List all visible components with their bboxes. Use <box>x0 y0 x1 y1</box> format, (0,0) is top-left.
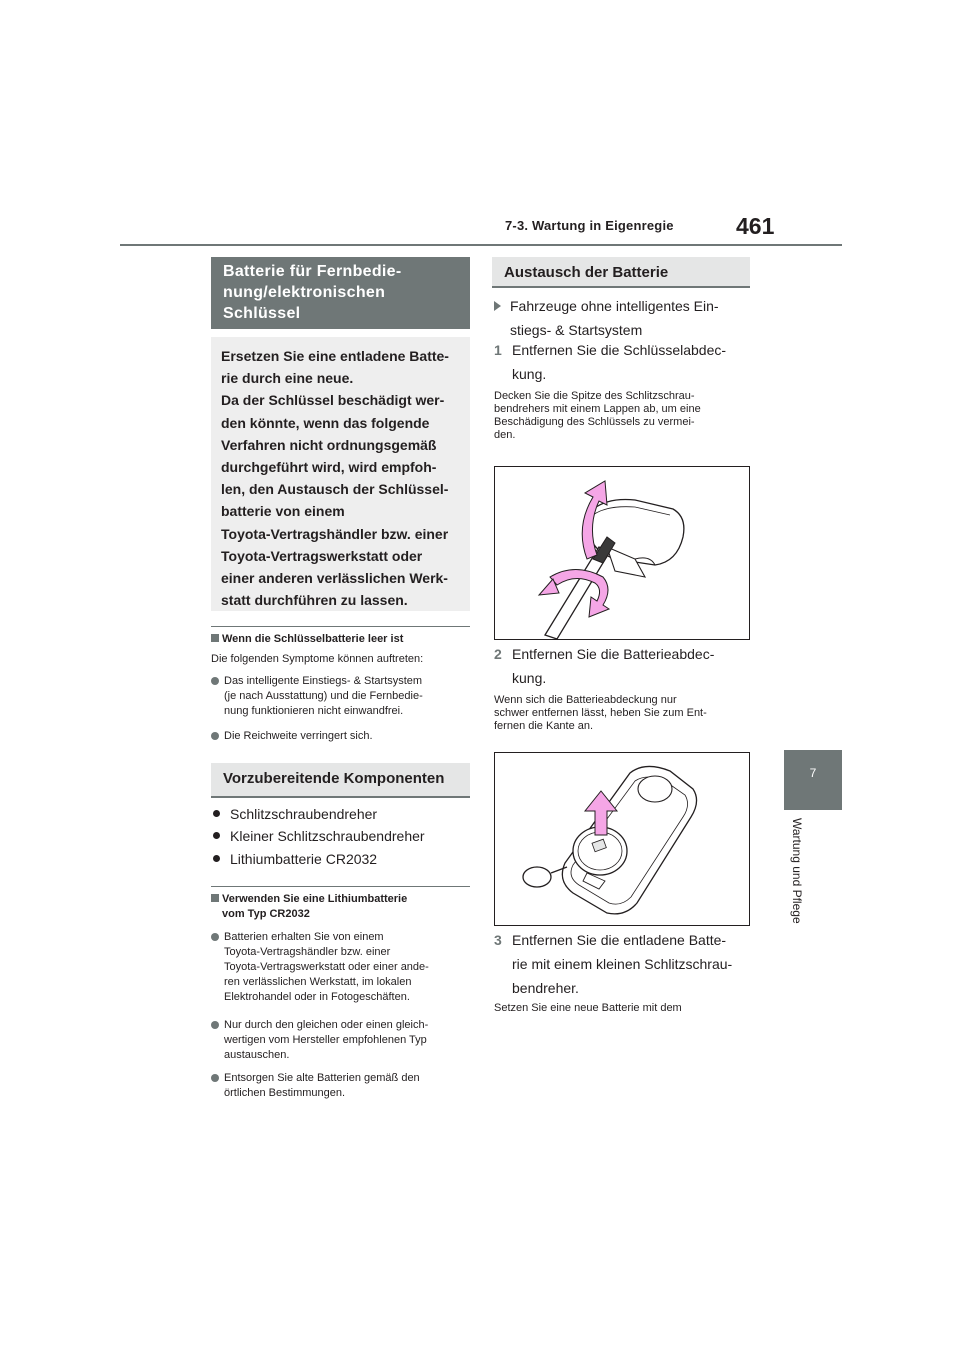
list-item: Kleiner Schlitzschraubendreher <box>213 828 425 844</box>
step-text-line: rie mit einem kleinen Schlitzschrau- <box>512 956 733 972</box>
square-bullet-icon <box>211 634 219 642</box>
intro-line: den könnte, wenn das folgende <box>221 414 430 431</box>
list-item-line: Die Reichweite verringert sich. <box>224 730 373 742</box>
list-item-line: Batterien erhalten Sie von einem <box>224 931 384 943</box>
list-item-line: ren verlässlichen Werkstatt, im lokalen <box>224 976 412 988</box>
bullet-dot-icon <box>211 677 219 685</box>
step-text-line: Entfernen Sie die entladene Batte- <box>512 932 727 948</box>
step-note-line: Wenn sich die Batterieabdeckung nur <box>494 694 677 706</box>
section-title-line: nung/elektronischen <box>223 284 386 301</box>
step-number: 1 <box>494 342 502 358</box>
note-rule <box>211 886 470 887</box>
step-note-line: bendrehers mit einem Lappen ab, um eine <box>494 403 701 415</box>
intro-line: batterie von einem <box>221 503 345 520</box>
section-title-line: Batterie für Fernbedie- <box>223 263 402 280</box>
step-note-line: fernen die Kante an. <box>494 720 594 732</box>
vehicle-type <box>494 294 719 342</box>
bullet-dot-icon <box>211 1021 219 1029</box>
note-text: Die folgenden Symptome können auftreten: <box>211 653 424 665</box>
note-heading-text: vom Typ CR2032 <box>222 908 310 920</box>
figure-remove-key-cover <box>494 466 750 640</box>
step-text-line: kung. <box>512 670 547 686</box>
step-text-line: Entfernen Sie die Batterieabdec- <box>512 646 715 662</box>
list-item-line: Entsorgen Sie alte Batterien gemäß den <box>224 1072 420 1084</box>
step-note <box>494 1002 682 1015</box>
bullet-dot-icon <box>211 933 219 941</box>
intro-line: einer anderen verlässlichen Werk- <box>221 570 448 587</box>
list-item <box>211 729 471 744</box>
intro-line: Da der Schlüssel beschädigt wer- <box>221 392 445 409</box>
intro-line: len, den Austausch der Schlüssel- <box>221 481 449 498</box>
step-number: 2 <box>494 646 502 662</box>
section-title-components: Vorzubereitende Komponenten <box>211 763 470 798</box>
step-note-line: Setzen Sie eine neue Batterie mit dem <box>494 1002 682 1014</box>
header-rule <box>120 244 842 246</box>
chapter-title: 7-3. Wartung in Eigenregie <box>505 218 674 233</box>
arrow-bullet-icon <box>494 301 501 311</box>
step-note <box>494 694 707 733</box>
chapter-tab-caption: Wartung und Pflege <box>790 818 804 924</box>
list-item-line: (je nach Ausstattung) und die Fernbedie- <box>224 690 423 702</box>
section-title-line: Schlüssel <box>223 305 301 322</box>
step-note-line: den. <box>494 429 516 441</box>
list-item-line: Toyota-Vertragswerkstatt oder einer ande- <box>224 961 429 973</box>
chapter-tab <box>784 750 842 810</box>
intro-line: durchgeführt wird, wird empfoh- <box>221 459 437 476</box>
note-heading-text: Verwenden Sie eine Lithiumbatterie <box>222 893 408 905</box>
intro-line: Toyota-Vertragswerkstatt oder <box>221 547 423 564</box>
list-item-line: Nur durch den gleichen oder einen gleich- <box>224 1019 429 1031</box>
list-item-line: nung funktionieren nicht einwandfrei. <box>224 705 404 717</box>
list-item-line: wertigen vom Hersteller empfohlenen Typ <box>224 1034 427 1046</box>
step-note-line: Decken Sie die Spitze des Schlitzschrau- <box>494 390 695 402</box>
list-item-line: austauschen. <box>224 1049 290 1061</box>
intro-line: Toyota-Vertragshändler bzw. einer <box>221 525 449 542</box>
list-item-line: Toyota-Vertragshändler bzw. einer <box>224 946 391 958</box>
intro-box <box>211 337 470 611</box>
list-item-line: örtlichen Bestimmungen. <box>224 1087 346 1099</box>
step-1 <box>494 338 726 386</box>
list-item: Schlitzschraubendreher <box>213 806 377 822</box>
step-3 <box>494 928 732 1000</box>
note-heading-text: Wenn die Schlüsselbatterie leer ist <box>222 633 404 645</box>
vehicle-type-line: Fahrzeuge ohne intelligentes Ein- <box>510 298 719 314</box>
list-item: Lithiumbatterie CR2032 <box>213 851 377 867</box>
bullet-dot-icon <box>211 732 219 740</box>
note-heading <box>211 892 470 922</box>
list-item <box>211 930 471 1005</box>
intro-line: statt durchführen zu lassen. <box>221 592 408 609</box>
key-cover-illustration <box>495 467 749 639</box>
list-item-line: Das intelligente Einstiegs- & Startsystem <box>224 675 423 687</box>
figure-remove-battery-cover <box>494 752 750 926</box>
step-text-line: kung. <box>512 366 547 382</box>
step-number: 3 <box>494 932 502 948</box>
square-bullet-icon <box>211 894 219 902</box>
section-title-replacement: Austausch der Batterie <box>492 257 750 288</box>
step-text-line: Entfernen Sie die Schlüsselabdec- <box>512 342 727 358</box>
step-note <box>494 390 701 442</box>
bullet-dot-icon <box>211 1074 219 1082</box>
list-item-line: Elektrohandel oder in Fotogeschäften. <box>224 991 410 1003</box>
intro-line: rie durch eine neue. <box>221 370 354 387</box>
battery-cover-illustration <box>495 753 749 925</box>
section-title-battery <box>211 257 470 329</box>
list-item <box>211 1018 471 1063</box>
step-note-line: schwer entfernen lässt, heben Sie zum Ent- <box>494 707 707 719</box>
vehicle-type-line: stiegs- & Startsystem <box>510 322 643 338</box>
intro-line: Verfahren nicht ordnungsgemäß <box>221 436 437 453</box>
list-item <box>211 1071 471 1101</box>
step-text-line: bendreher. <box>512 980 579 996</box>
step-note-line: Beschädigung des Schlüssels zu vermei- <box>494 416 695 428</box>
intro-line: Ersetzen Sie eine entladene Batte- <box>221 348 449 364</box>
page-number: 461 <box>736 213 775 239</box>
list-item <box>211 674 471 719</box>
note-rule <box>211 626 470 627</box>
note-heading <box>211 632 403 647</box>
chapter-tab-number: 7 <box>809 766 817 780</box>
step-2 <box>494 642 714 690</box>
